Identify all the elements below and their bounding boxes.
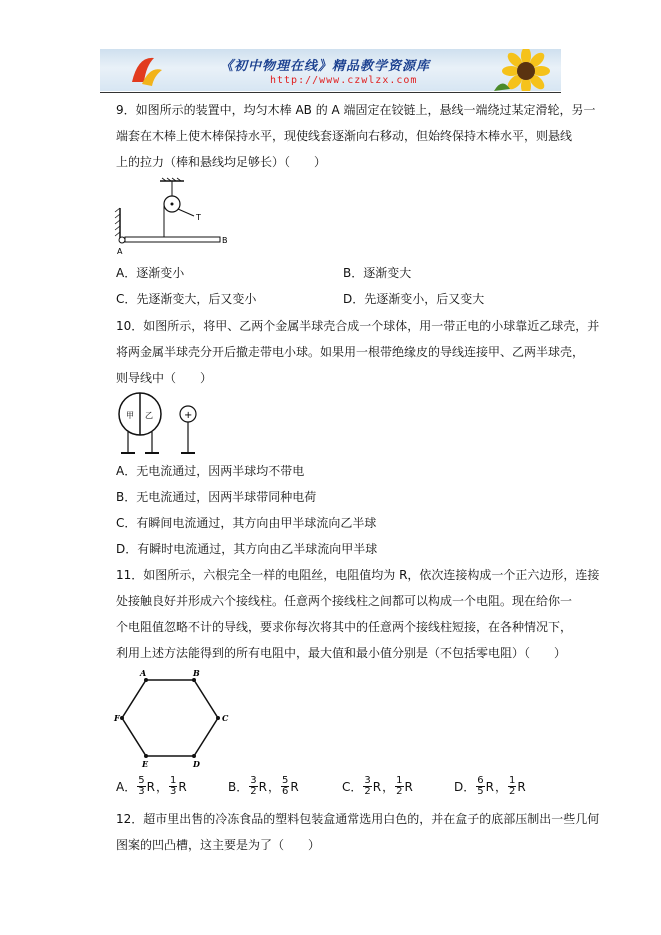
q9-option-d: D．先逐渐变小，后又变大	[343, 292, 485, 306]
q10-option-b: B．无电流通过，因两半球带同种电荷	[116, 490, 317, 504]
q11-line-2: 处接触良好并形成六个接线柱。任意两个接线柱之间都可以构成一个电阻。现在给你一	[116, 594, 573, 608]
q9-line-2: 端套在木棒上使木棒保持水平，现使线套逐渐向右移动，但始终保持木棒水平，则悬线	[116, 129, 573, 143]
logo-icon	[124, 52, 164, 88]
q11-line-4: 利用上述方法能得到的所有电阻中，最大值和最小值分别是（不包括零电阻）（ ）	[116, 646, 567, 660]
q11-label-f: F	[114, 713, 120, 723]
header-rule	[100, 92, 561, 93]
q11-option-d: D． $\frac{6}{5}$ R ， $\frac{1}{2}$ R	[454, 775, 526, 797]
q10-line-1: 10．如图所示，将甲、乙两个金属半球壳合成一个球体，用一带正电的小球靠近乙球壳，并	[116, 319, 600, 333]
sunflower-icon	[488, 49, 558, 91]
q12-line-1: 12．超市里出售的冷冻食品的塑料包装盒通常选用白色的，并在盒子的底部压制出一些几何	[116, 812, 600, 826]
q11-hexagon-figure	[114, 668, 234, 768]
q10-option-c: C．有瞬间电流通过，其方向由甲半球流向乙半球	[116, 516, 377, 530]
q9-option-c: C．先逐渐变大，后又变小	[116, 292, 257, 306]
q9-lever-pulley-figure	[112, 178, 242, 258]
q10-spheres-figure	[112, 392, 212, 458]
q11-option-c: C． $\frac{3}{2}$ R ， $\frac{1}{2}$ R	[342, 775, 413, 797]
q9-option-a: A．逐渐变小	[116, 266, 185, 280]
q11-label-e: E	[142, 759, 149, 769]
q10-option-d: D．有瞬时电流通过，其方向由乙半球流向甲半球	[116, 542, 378, 556]
q9-label-b: B	[222, 236, 228, 245]
q10-label-yi: 乙	[145, 411, 153, 420]
q11-line-1: 11．如图所示，六根完全一样的电阻丝，电阻值均为 R，依次连接构成一个正六边形，连接	[116, 568, 600, 582]
q10-label-plus: +	[184, 410, 193, 421]
q11-label-c: C	[222, 713, 229, 723]
q9-line-1: 9．如图所示的装置中，均匀木棒 AB 的 A 端固定在铰链上，悬线一端绕过某定滑轮，另一	[116, 103, 596, 117]
q10-line-3: 则导线中（ ）	[116, 371, 213, 385]
banner-url: http://www.czwlzx.com	[270, 75, 418, 86]
q11-line-3: 个电阻值忽略不计的导线，要求你每次将其中的任意两个接线柱短接，在各种情况下，	[116, 620, 573, 634]
banner-title: 《初中物理在线》精品教学资源库	[220, 59, 431, 74]
q11-label-a: A	[140, 668, 147, 678]
q11-label-d: D	[193, 759, 200, 769]
q11-option-a: A． $\frac{5}{3}$ R ， $\frac{1}{3}$ R	[116, 775, 187, 797]
q10-line-2: 将两金属半球壳分开后撤走带电小球。如果用一根带绝缘皮的导线连接甲、乙两半球壳，	[116, 345, 585, 359]
q12-line-2: 图案的凹凸槽，这主要是为了（ ）	[116, 838, 321, 852]
q10-label-jia: 甲	[126, 411, 134, 420]
q9-label-t: T	[196, 213, 201, 222]
q9-label-a: A	[117, 247, 123, 256]
header-banner	[100, 49, 561, 91]
q9-line-3: 上的拉力（棒和悬线均足够长）（ ）	[116, 155, 327, 169]
q10-option-a: A．无电流通过，因两半球均不带电	[116, 464, 305, 478]
q9-option-b: B．逐渐变大	[343, 266, 412, 280]
q11-label-b: B	[193, 668, 200, 678]
q11-option-b: B． $\frac{3}{2}$ R ， $\frac{5}{6}$ R	[228, 775, 299, 797]
